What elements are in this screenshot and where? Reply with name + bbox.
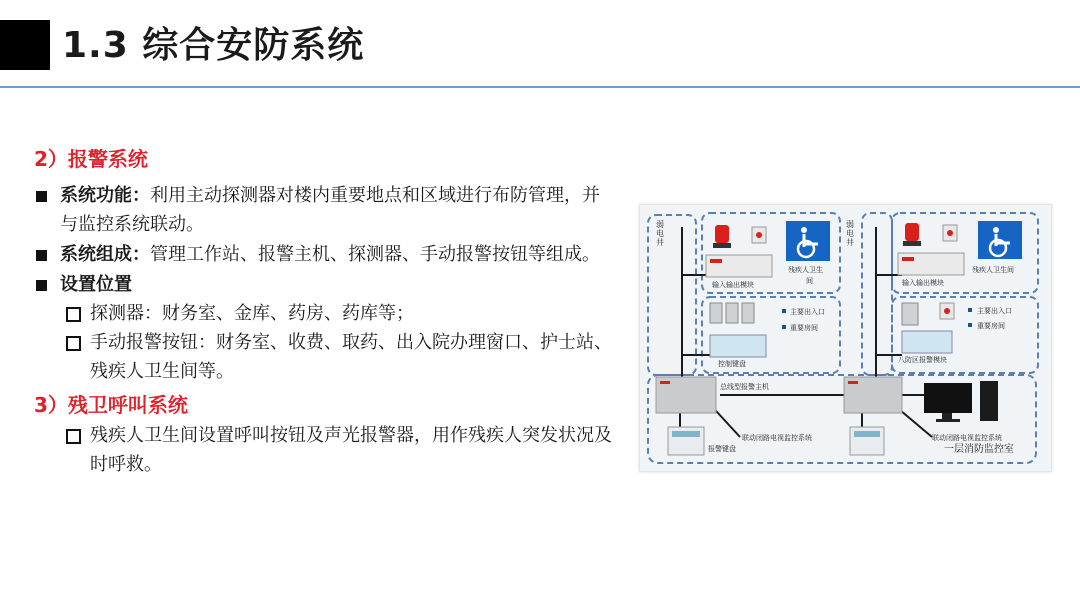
important-room-label-left: 重要房间: [790, 324, 818, 332]
main-entrance-label-right: 主要出入口: [977, 307, 1012, 315]
alarm-keyboard-label: 报警键盘: [708, 445, 736, 453]
detector-group-icon: [710, 303, 754, 323]
square-bullet-icon: [36, 191, 47, 202]
wheelchair-icon-left: [786, 221, 830, 261]
monitor-workstation-icon: [924, 381, 998, 422]
io-module-label-left: 输入输出模块: [712, 281, 754, 289]
title-accent-bar: [0, 20, 50, 70]
alarm-system-diagram: [639, 204, 1052, 472]
hollow-square-bullet-icon: [66, 336, 81, 351]
square-bullet-icon: [36, 280, 47, 291]
shaft-label-right: 弱电井: [846, 220, 854, 247]
eight-zone-module-label: 八防区报警模块: [898, 356, 947, 364]
control-keyboard-box: [710, 335, 766, 357]
square-bullet-icon: [36, 250, 47, 261]
hollow-square-bullet-icon: [66, 429, 81, 444]
section-heading-accessible-call: 3）残卫呼叫系统: [34, 393, 188, 417]
toilet-label-left-line1: 残疾人卫生: [788, 266, 823, 274]
diagram-svg: [640, 205, 1051, 471]
hollow-square-bullet-icon: [66, 307, 81, 322]
sub-item-accessible-call: 残疾人卫生间设置呼叫按钮及声光报警器，用作残疾人突发状况及时呼救。: [34, 421, 614, 479]
slide-title: 1.3 综合安防系统: [62, 25, 365, 66]
sub-item-detectors: 探测器：财务室、金库、药房、药库等；: [34, 299, 614, 328]
text-content: [34, 143, 614, 479]
section-heading-alarm: 2）报警系统: [34, 147, 148, 171]
bus-host-label: 总线型报警主机: [720, 383, 769, 391]
cctv-link-label-right: 联动闭路电视监控系统: [932, 434, 1002, 442]
control-room-label: 一层消防监控室: [944, 444, 1014, 455]
bullet-item-composition: 系统组成：管理工作站、报警主机、探测器、手动报警按钮等组成。: [34, 240, 614, 269]
io-module-label-right: 输入输出模块: [902, 279, 944, 287]
eight-zone-module-box: [902, 331, 952, 353]
sub-item-manual-buttons: 手动报警按钮：财务室、收费、取药、出入院办理窗口、护士站、残疾人卫生间等。: [34, 328, 614, 386]
toilet-label-right: 残疾人卫生间: [972, 266, 1014, 274]
eight-zone-detector-icon: [902, 303, 918, 325]
alarm-beacon-icon: [903, 223, 921, 246]
toilet-label-left-line2: 间: [806, 277, 813, 285]
io-module-box-right: [898, 253, 964, 275]
alarm-beacon-icon: [713, 225, 731, 248]
important-room-label-right: 重要房间: [977, 322, 1005, 330]
bullet-item-location: 设置位置: [34, 270, 614, 299]
cctv-link-label-left: 联动闭路电视监控系统: [742, 434, 812, 442]
bullet-item-function: 系统功能：利用主动探测器对楼内重要地点和区域进行布防管理，并与监控系统联动。: [34, 181, 614, 239]
shaft-label-left: 弱电井: [656, 220, 664, 247]
title-divider: [0, 86, 1080, 88]
main-entrance-label-left: 主要出入口: [790, 308, 825, 316]
wheelchair-icon-right: [978, 221, 1022, 259]
control-keyboard-label: 控制键盘: [718, 360, 746, 368]
io-module-box-left: [706, 255, 772, 277]
